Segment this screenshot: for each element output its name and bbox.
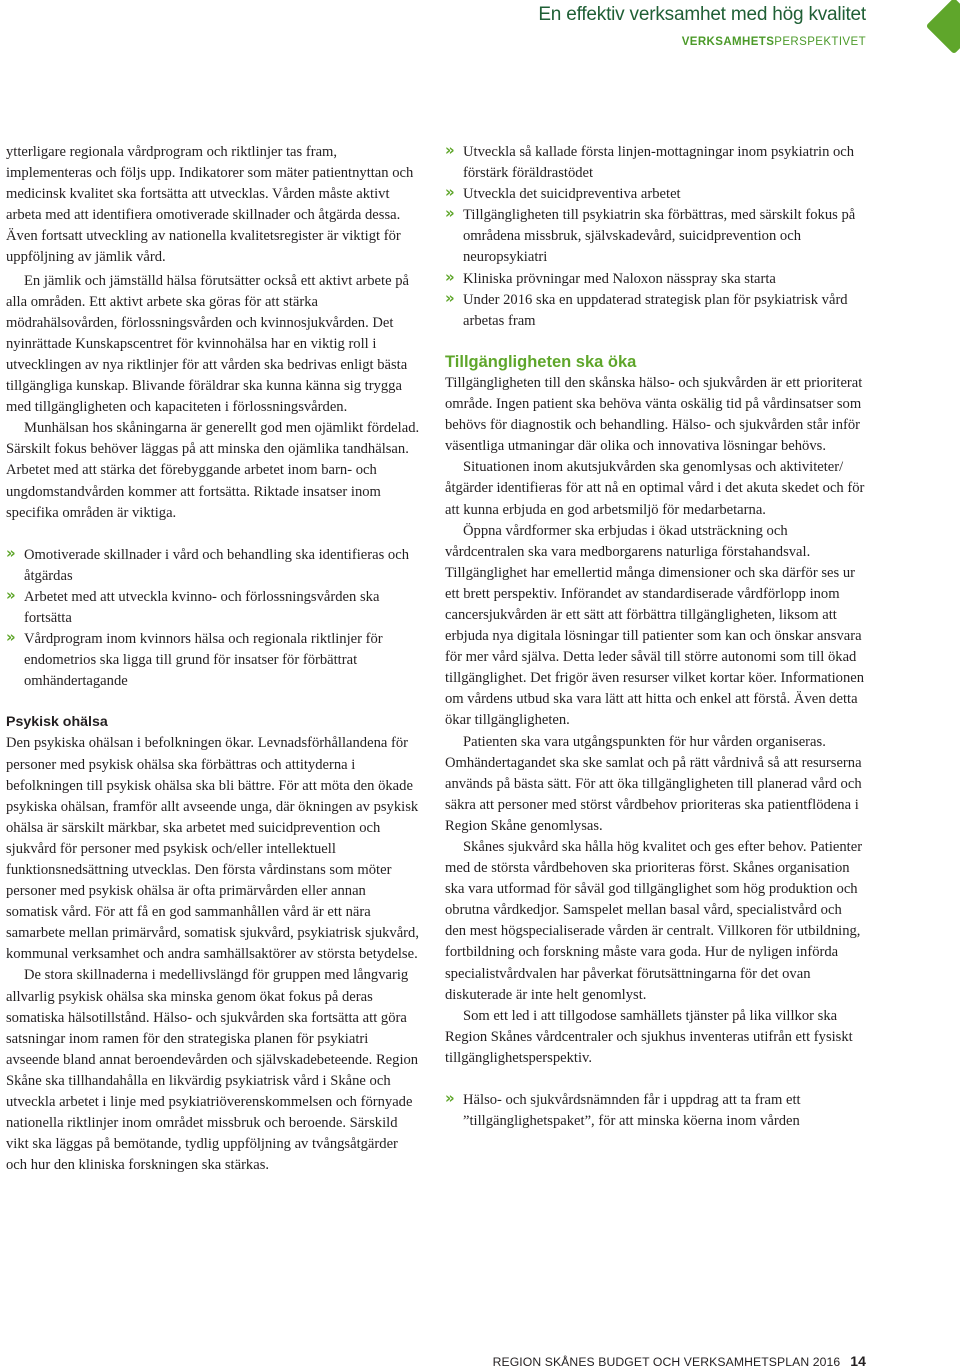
paragraph: En jämlik och jämställd hälsa förutsätter också ett aktivt arbete på alla områden. Ett aktivt arbete ska göras för att stärka mödrahälsovården, förlossningsvården och kvinnosjukvården. Det nyinrättade Kunskapscentret för kvinnohälsa har en viktig roll i utvecklingen av nya riktlinjer för att vården ska bedrivas enligt bästa tillgängliga kunskap. Blivande föräldrar ska kunna känna sig trygga med tillgängligheten och kapaciteten i förlossningsvården. [6,272,409,416]
right-column [445,142,865,1132]
paragraph: Situationen inom akutsjukvården ska genomlysas och aktiviteter/åtgärder identifieras för att nå en optimal vård i det akuta skedet och för att kunna erbjuda en god arbetsmiljö för medarbetarna. [445,459,865,518]
paragraph: Tillgängligheten till den skånska hälso- och sjukvården är ett prioriterat område. Ingen patient ska behöva vänta oskälig tid på vårdinsatser som behövs för diagnostik och behandling. Hälso- och sjukvården står inför väsentliga utmaningar där olika och innovativa lösningar behövs. [445,374,863,455]
footer-text: REGION SKÅNES BUDGET OCH VERKSAMHETSPLAN 2016 [492,1355,841,1369]
list-item: » Kliniska prövningar med Naloxon nässpray ska starta [445,267,776,287]
list-item: » Utveckla så kallade första linjen-mottagningar inom psykiatrin och förstärk föräldrastödet [445,141,855,182]
section-subtitle [682,36,866,48]
subtitle-rest: PERSPEKTIVET [774,36,866,48]
leaf-corner-icon [926,0,960,54]
bullet-chevron-icon: » [445,1089,455,1108]
list-item: » Hälso- och sjukvårdsnämnden får i uppdrag att ta fram ett ”tillgänglighetspaket”, för att minska köerna inom vården [445,1089,801,1130]
paragraph: Som ett led i att tillgodose samhällets tjänster på lika villkor ska Region Skånes vårdcentraler och sjukhus inventeras utifrån ett fysiskt tillgänglighetsperspektiv. [445,1007,853,1066]
list-item: » Vårdprogram inom kvinnors hälsa och regionala riktlinjer för endometrios ska ligga till grund för insatser för förbättrat omhändertagande [6,628,383,690]
list-item: » Utveckla det suicidpreventiva arbetet [445,183,681,203]
list-item: » Arbetet med att utveckla kvinno- och förlossningsvården ska fortsätta [6,585,380,626]
list-item: » Omotiverade skillnader i vård och behandling ska identifieras och åtgärdas [6,543,409,584]
section-heading: Tillgängligheten ska öka [445,352,637,371]
paragraph: Den psykiska ohälsan i befolkningen ökar. Levnadsförhållandena för personer med psykisk ohälsa ska förbättras och attityderna i befolkningen till psykisk ohälsa ska bli bättre. För att möta den ökade psykiska ohälsan, framför allt avseende unga, där ökningen av psykisk ohälsa är särskilt märkbar, ska arbetet med suicidprevention och sjukvård för personer med psykisk och/eller intellektuell funktionsnedsättning utvecklas. Den första vårdinstans som möter personer med psykisk ohälsa är ofta primärvården eller annan somatisk vård. För att få en god sammanhållen vård är ett nära samarbete mellan primärvård, somatisk sjukvård, psykiatrisk sjukvård, kommunal verksamhet och andra samhällsaktörer av största betydelse. [6,735,419,963]
left-column [6,142,420,1176]
bullet-chevron-icon: » [445,204,455,223]
section-title: En effektiv verksamhet med hög kvalitet [538,4,866,25]
paragraph: Öppna vårdformer ska erbjudas i ökad utsträckning och vårdcentralen ska vara medborgarens naturliga förstahandsval. Tillgänglighet har emellertid många dimensioner och ska därför ses ur ett brett perspektiv. Införandet av standardiserade vårdförlopp inom cancersjukvården är ett sätt att förbättra tillgängligheten, liksom att erbjuda nya digitala lösningar till patienter som kan och önskar ansvara för mer vård själva. Detta leder såväl till större autonomi som till ökad tillgänglighet. Det frigör även resurser vilket kortar köer. Informationen om vårdens utbud ska vara lätt att hitta och enkel att förstå. Även detta ökar tillgängligheten. [445,522,865,729]
list-item: » Under 2016 ska en uppdaterad strategisk plan för psykiatrisk vård arbetas fram [445,288,848,329]
paragraph: De stora skillnaderna i medellivslängd för gruppen med långvarig allvarlig psykisk ohälsa ska minska genom ökat fokus på deras somatiska hälsotillstånd. Hälso- och sjukvården ska fortsätta att göra satsningar inom ramen för den strategiska planen för psykiatri avseende bland annat beroendevården och självskadebeteende. Region Skåne ska tillhandahålla en likvärdig psykiatrisk vård i Skåne och utveckla arbetet i linje med psykiatriöverenskommelsen och förnyade nationella riktlinjer inom området missbruk och beroende. Särskild vikt ska läggas på bemötande, tydlig uppföljning av tvångsåtgärder och hur den kliniska forskningen ska stärkas. [6,967,419,1174]
bullet-chevron-icon: » [6,585,16,604]
subtitle-accent: VERKSAMHETS [681,36,775,48]
section-heading: Psykisk ohälsa [6,714,108,731]
bullet-list [6,545,420,693]
bullet-chevron-icon: » [445,183,455,202]
bullet-list [445,142,865,332]
paragraph: ytterligare regionala vårdprogram och riktlinjer tas fram, implementeras och följs upp. Indikatorer som mäter patientnyttan och medicinsk kvalitet ska fortsätta att utvecklas. Vården måste aktivt arbeta med att identifiera omotiverade skillnader och åtgärda dessa. Även fortsatt utveckling av nationella kvalitetsregister är viktigt för uppföljning av jämlik vård. [6,144,414,266]
paragraph: Munhälsan hos skåningarna är generellt god men ojämlikt fördelad. Särskilt fokus behöver läggas på att minska den ojämlika tandhälsan. Arbetet med att stärka det förebyggande arbetet inom barn- och ungdomstandvården kommer att fortsätta. Riktade insatser inom specifika områden är viktiga. [6,420,420,521]
list-item: » Tillgängligheten till psykiatrin ska förbättras, med särskilt fokus på områdena missbruk, självskadevård, suicidprevention och neuropsykiatri [445,204,856,266]
bullet-chevron-icon: » [445,267,455,286]
bullet-list [445,1090,865,1132]
bullet-chevron-icon: » [6,628,16,647]
page-footer [493,1353,866,1369]
bullet-chevron-icon: » [6,543,16,562]
bullet-chevron-icon: » [445,288,455,307]
page-number: 14 [850,1353,866,1369]
bullet-chevron-icon: » [445,141,455,159]
paragraph: Patienten ska vara utgångspunkten för hur vården organiseras. Omhändertagandet ska ske samlat och på rätt vårdnivå så att resurserna används på bästa sätt. För att öka tillgängligheten till planerad vård och säkra att personer med störst vårdbehov prioriteras ska patientflödena i Region Skåne genomlysas. [445,733,862,834]
paragraph: Skånes sjukvård ska hålla hög kvalitet och ges efter behov. Patienter med de största vårdbehoven ska prioriteras först. Skånes organisation ska vara utformad för såväl god tillgänglighet som hög produktion och obrutna vårdkedjor. Samspelet mellan basal vård, specialistvård och den mest högspecialiserade vården är centralt. Villkoren för utbildning, fortbildning och forskning måste vara goda. Hur de nyligen införda specialistvårdvalen har påverkat förutsättningarna för det ovan diskuterade är inte helt genomlyst. [445,839,863,1003]
